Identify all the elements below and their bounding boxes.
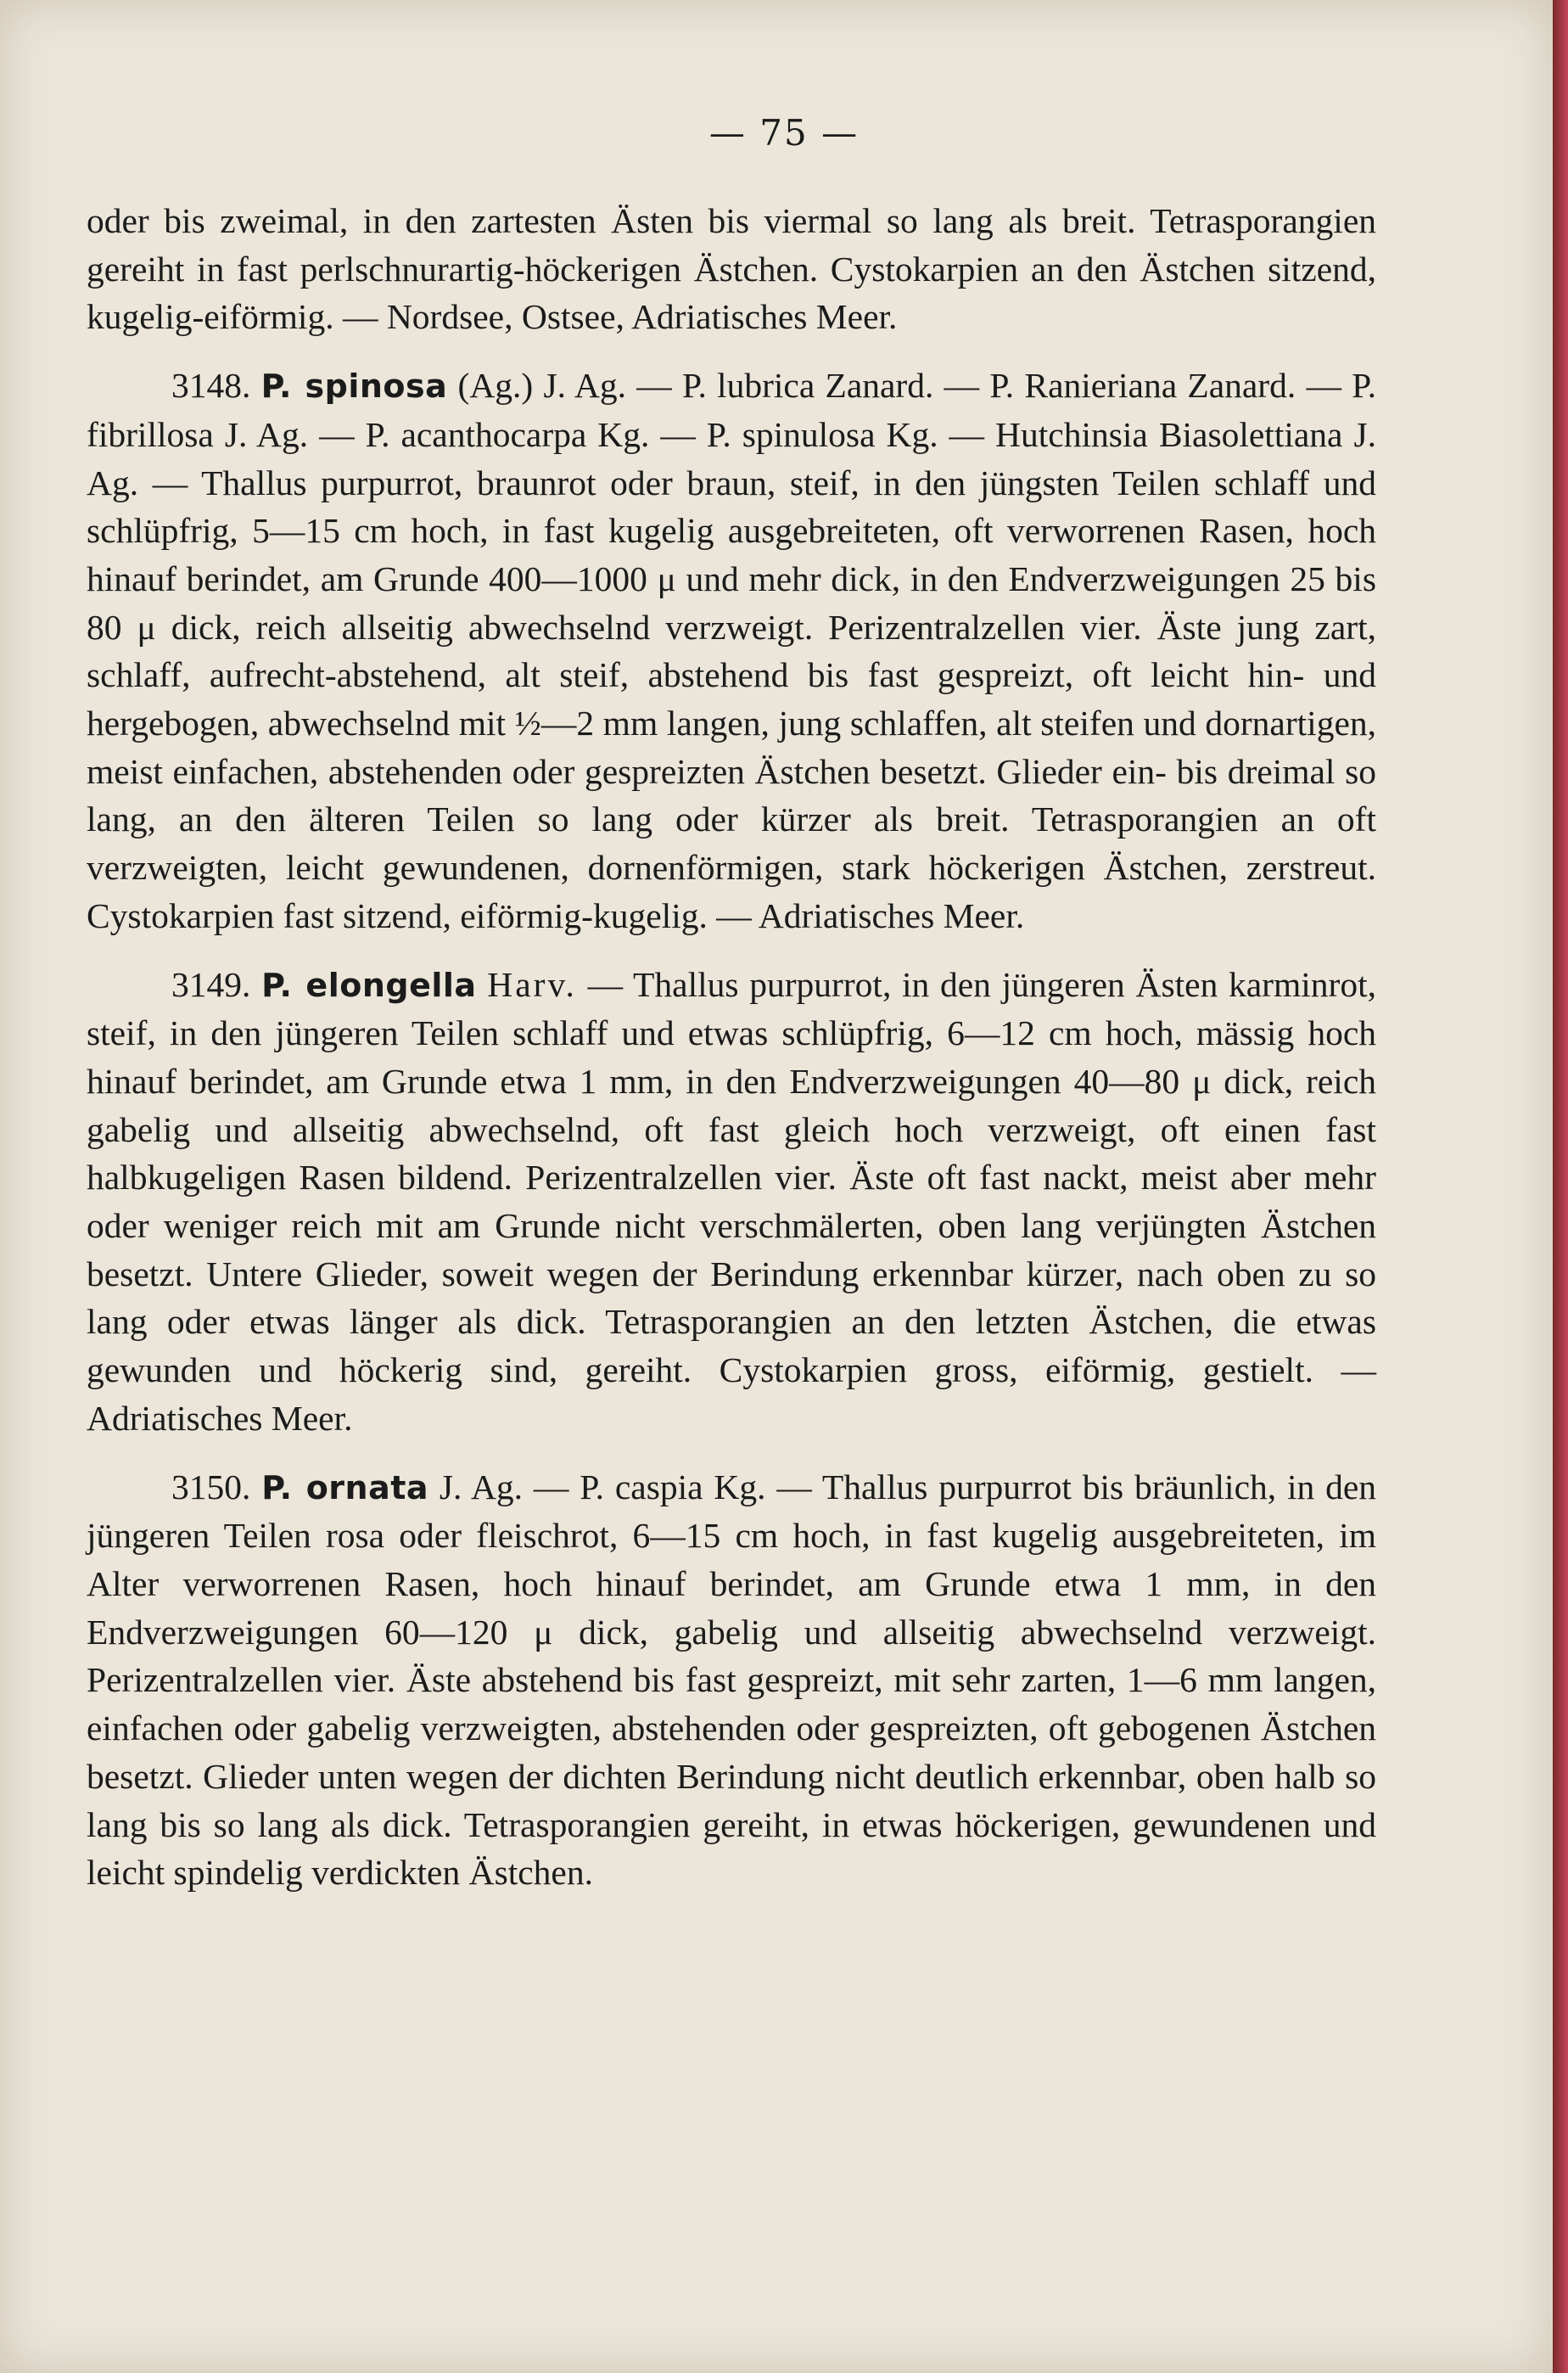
page-number: — 75 — xyxy=(708,112,860,154)
entry-number: 3148. xyxy=(171,366,251,406)
paragraph-continuation xyxy=(87,197,1376,341)
species-author: J. Ag. xyxy=(439,1467,524,1506)
species-author: (Ag.) J. Ag. xyxy=(457,366,627,406)
entry-3148 xyxy=(87,362,1376,940)
paragraph-text: oder bis zweimal, in den zartesten Ästen bis viermal so lang als breit. Tetrasporangien gereiht in fast perlschnurartig-höckerigen Ästchen. Cystokarpien an den Ästchen sitzend, kugelig-eiförmig. — Nordsee, Ostsee, Adriatisches Meer. xyxy=(87,201,1376,337)
entry-3150 xyxy=(87,1463,1376,1897)
entry-text: — P. lubrica Zanard. — P. Ranieriana Zanard. — P. fibrillosa J. Ag. — P. acanthocarpa Kg. — P. spinulosa Kg. — Hutchinsia Biasolettiana J. Ag. — Thallus purpurrot, braunrot oder braun, steif, in den jüngsten Teilen schlaff und schlüpfrig, 5—15 cm hoch, in fast kugelig ausgebreiteten, oft verworrenen Rasen, hoch hinauf berindet, am Grunde 400—1000 μ und mehr dick, in den Endverzweigungen 25 bis 80 μ dick, reich allseitig abwechselnd verzweigt. Perizentralzellen vier. Äste jung zart, schlaff, aufrecht-abstehend, alt steif, abstehend bis fast gespreizt, oft leicht hin- und hergebogen, abwechselnd mit ½—2 mm langen, jung schlaffen, alt steifen und dornartigen, meist einfachen, abstehenden oder gespreizten Ästchen besetzt. Glieder ein- bis dreimal so lang, an den älteren Teilen so lang oder kürzer als breit. Tetrasporangien an oft verzweigten, leicht gewundenen, dornenförmigen, stark höckerigen Ästchen, zerstreut. Cystokarpien fast sitzend, eiförmig-kugelig. — Adriatisches Meer. xyxy=(87,366,1377,935)
species-name: P. spinosa xyxy=(260,367,448,406)
entry-text: — P. caspia Kg. — Thallus purpurrot bis bräunlich, in den jüngeren Teilen rosa oder fleischrot, 6—15 cm hoch, in fast kugelig ausgebreiteten, im Alter verworrenen Rasen, hoch hinauf berindet, am Grunde etwa 1 mm, in den Endverzweigungen 60—120 μ dick, gabelig und allseitig abwechselnd verzweigt. Perizentralzellen vier. Äste abstehend bis fast gespreizt, mit sehr zarten, 1—6 mm langen, einfachen oder gabelig verzweigten, abstehenden oder gespreizten, oft gebogenen Ästchen besetzt. Glieder unten wegen der dichten Berindung nicht deutlich erkennbar, oben halb so lang bis so lang als dick. Tetrasporangien gereiht, in etwas höckerigen, gewundenen und leicht spindelig verdickten Ästchen. xyxy=(87,1467,1376,1893)
entry-number: 3150. xyxy=(171,1467,251,1506)
entry-number: 3149. xyxy=(171,964,251,1004)
species-name: P. ornata xyxy=(261,1468,429,1506)
entry-3149 xyxy=(87,961,1376,1443)
species-name: P. elongella xyxy=(261,966,477,1004)
book-edge xyxy=(1553,0,1568,2373)
species-author: Harv. xyxy=(487,964,577,1004)
entry-text: — Thallus purpurrot, in den jüngeren Ästen karminrot, steif, in den jüngeren Teilen schlaff und etwas schlüpfrig, 6—12 cm hoch, mässig hoch hinauf berindet, am Grunde etwa 1 mm, in den Endverzweigungen 40—80 μ dick, reich gabelig und allseitig abwechselnd, oft fast gleich hoch verzweigt, oft einen fast halbkugeligen Rasen bildend. Perizentralzellen vier. Äste oft fast nackt, meist aber mehr oder weniger reich mit am Grunde nicht verschmälerten, oben lang verjüngten Ästchen besetzt. Untere Glieder, soweit wegen der Berindung erkennbar kürzer, nach oben zu so lang oder etwas länger als dick. Tetrasporangien an den letzten Ästchen, die etwas gewunden und höckerig sind, gereiht. Cystokarpien gross, eiförmig, gestielt. — Adriatisches Meer. xyxy=(87,964,1377,1438)
page-body xyxy=(87,197,1376,1917)
